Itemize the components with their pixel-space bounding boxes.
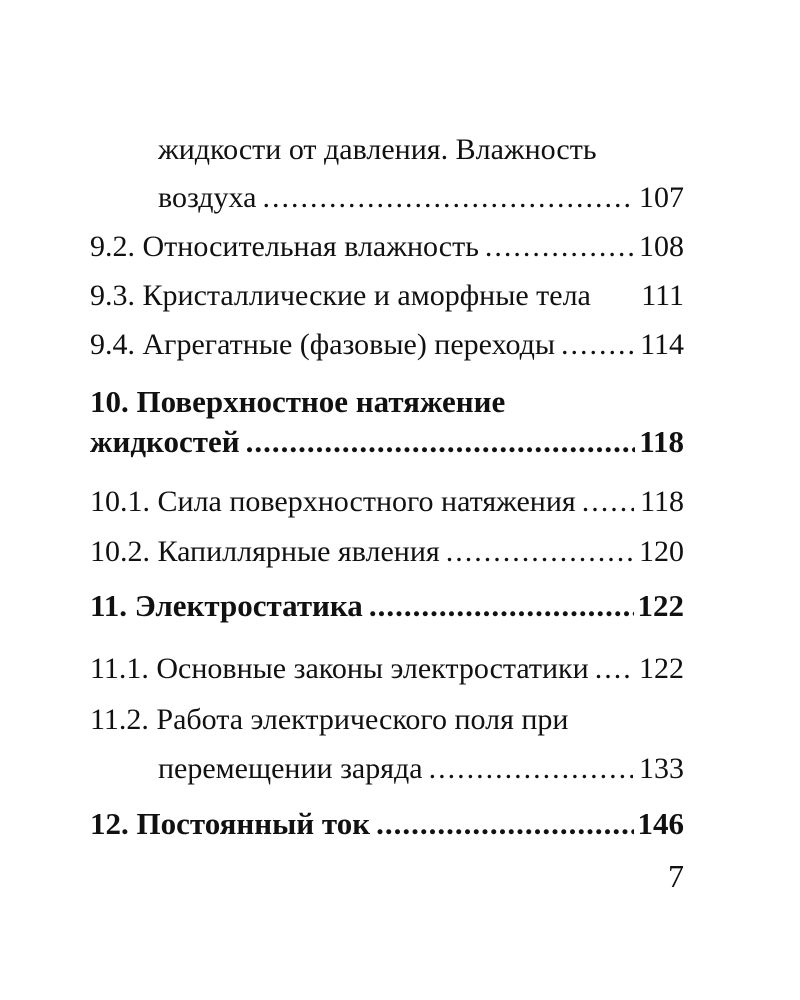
dot-leader [262, 178, 633, 218]
toc-chapter-10-end [90, 422, 684, 462]
dot-leader [446, 532, 633, 572]
toc-page-number: 111 [641, 279, 684, 312]
toc-chapter-text: 12. Постоянный ток [90, 806, 371, 841]
toc-page-number: 146 [637, 806, 684, 841]
toc-line-11-2-end [158, 749, 684, 789]
toc-line-10-2 [90, 532, 684, 572]
toc-page-number: 122 [637, 588, 684, 623]
toc-page-number: 114 [640, 328, 684, 361]
toc-entry-text: 9.4. Агрегатные (фазовые) переходы [90, 328, 556, 361]
toc-line-11-1 [90, 649, 684, 689]
dot-leader [429, 749, 633, 789]
toc-line-9-3 [90, 276, 684, 316]
toc-chapter-text: жидкостей [90, 424, 240, 459]
toc-entry-text: 11.2. Работа электрического поля при [90, 703, 569, 736]
toc-line-10-1 [90, 482, 684, 522]
dot-leader [595, 649, 633, 689]
toc-entry-text: 10.1. Сила поверхностного натяжения [90, 485, 576, 518]
dot-leader [369, 586, 634, 626]
toc-entry-text: жидкости от давления. Влажность [158, 133, 597, 166]
toc-page-number: 107 [639, 181, 684, 214]
toc-entry-text: 9.3. Кристаллические и аморфные тела [90, 279, 591, 312]
toc-line-9-1-end [158, 178, 684, 218]
toc-entry-text: 11.1. Основные законы электростатики [90, 652, 589, 685]
page-number-footer: 7 [668, 858, 684, 894]
dot-leader [246, 422, 636, 462]
toc-page-number: 118 [640, 485, 684, 518]
toc-entry-text: воздуха [158, 181, 257, 214]
toc-chapter-text: 11. Электростатика [90, 588, 363, 623]
toc-chapter-11 [90, 586, 684, 626]
dot-leader [582, 482, 634, 522]
dot-leader [485, 227, 633, 267]
toc-entry-text: перемещении заряда [158, 752, 423, 785]
toc-line-9-1-continued [158, 130, 684, 170]
toc-entry-text: 10.2. Капиллярные явления [90, 535, 440, 568]
dot-leader [376, 804, 633, 844]
toc-chapter-10-title [90, 382, 684, 422]
toc-line-9-4 [90, 325, 684, 365]
toc-page-number: 133 [639, 752, 684, 785]
toc-page-number: 120 [639, 535, 684, 568]
toc-page-number: 122 [639, 652, 684, 685]
toc-entry-text: 9.2. Относительная влажность [90, 230, 479, 263]
toc-chapter-text: 10. Поверхностное натяжение [90, 384, 506, 419]
toc-chapter-12 [90, 804, 684, 844]
toc-page-number: 118 [639, 424, 684, 459]
toc-page-number: 108 [639, 230, 684, 263]
toc-line-11-2 [90, 700, 684, 740]
toc-line-9-2 [90, 227, 684, 267]
dot-leader [561, 325, 634, 365]
